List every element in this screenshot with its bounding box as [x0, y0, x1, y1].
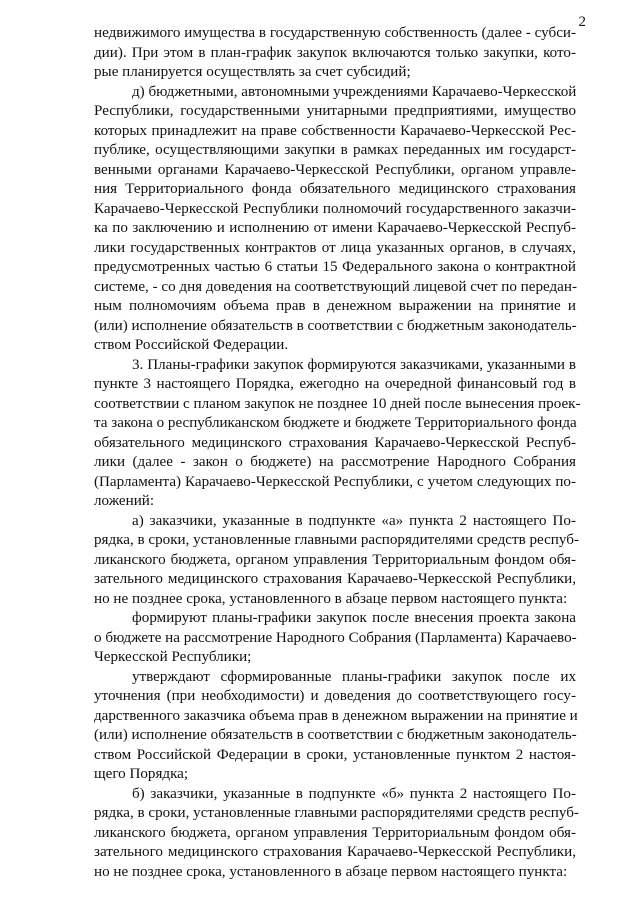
text-line: венными органами Карачаево-Черкесской Республики, органом управле- — [94, 161, 576, 178]
text-line: та закона о республиканском бюджете и бюджете Территориального фонда — [94, 415, 577, 431]
text-line: а) заказчики, указанные в подпункте «а» пункта 2 настоящего По- — [132, 512, 576, 529]
text-line: ния Территориального фонда обязательного медицинского страхования — [94, 181, 576, 197]
text-line: уточнения (при необходимости) и доведения до соответствующего госу- — [94, 688, 576, 704]
text-line: предусмотренных частью 6 статьи 15 Федерального закона о контрактной — [94, 259, 576, 275]
text-line: лики государственных контрактов от лица указанных органов, в случаях, — [94, 239, 576, 256]
text-line: щего Порядка; — [94, 766, 189, 782]
text-line: рядка, в сроки, установленные главными распорядителями средств респуб- — [94, 532, 579, 548]
text-line: зательного медицинского страхования Карачаево-Черкесской Республики, — [94, 571, 576, 587]
text-line: дарственного заказчика объема прав в денежном выражении на принятие и — [94, 707, 578, 724]
text-line: ка по заключению и исполнению от имени Карачаево-Черкесской Респуб- — [94, 220, 576, 236]
text-line: недвижимого имущества в государственную собственность (далее - субси- — [94, 25, 576, 41]
text-line: ликанского бюджета, органом управления Территориальным фондом обя- — [94, 824, 576, 841]
text-line: 3. Планы-графики закупок формируются заказчиками, указанными в — [132, 356, 576, 373]
text-line: обязательного медицинского страхования Карачаево-Черкесской Респуб- — [94, 434, 576, 451]
text-line: зательного медицинского страхования Карачаево-Черкесской Республики, — [94, 844, 576, 860]
text-line: формируют планы-графики закупок после внесения проекта закона — [132, 610, 576, 626]
text-line: утверждают сформированные планы-графики закупок после их — [132, 668, 576, 685]
text-line: но не позднее срока, установленного в абзаце первом настоящего пункта: — [94, 590, 568, 607]
text-line: которых принадлежит на праве собственности Карачаево-Черкесской Рес- — [94, 122, 576, 139]
text-line: Карачаево-Черкесской Республики полномочий государственного заказчи- — [94, 200, 576, 217]
text-line: (или) исполнение обязательств в соответствии с бюджетным законодатель- — [94, 317, 577, 334]
text-line: дии). При этом в план-график закупок включаются только закупки, кото- — [94, 44, 576, 61]
text-line: о бюджете на рассмотрение Народного Собрания (Парламента) Карачаево- — [94, 629, 577, 646]
text-line: Черкесской Республики; — [94, 649, 252, 665]
text-line: публике, осуществляющими закупки в рамках переданных им государст- — [94, 142, 576, 158]
text-line: ством Российской Федерации в сроки, установленные пунктом 2 настоя- — [94, 746, 576, 763]
text-line: системе, - со дня доведения на соответствующий лицевой счет по передан- — [94, 278, 577, 295]
text-line: соответствии с планом закупок не позднее 10 дней после вынесения проек- — [94, 395, 581, 412]
text-line: ложений: — [94, 493, 155, 509]
text-line: д) бюджетными, автономными учреждениями Карачаево-Черкесской — [132, 83, 577, 100]
text-line: ством Российской Федерации. — [94, 337, 289, 353]
text-line: лики (далее - закон о бюджете) на рассмотрение Народного Собрания — [94, 454, 576, 470]
text-line: но не позднее срока, установленного в абзаце первом настоящего пункта: — [94, 863, 568, 880]
text-line: рые планируется осуществлять за счет субсидий; — [94, 64, 411, 80]
text-line: пункте 3 настоящего Порядка, ежегодно на очередной финансовый год в — [94, 376, 576, 392]
text-line: ным полномочиям объема прав в денежном выражении на принятие и — [94, 298, 576, 314]
text-line: рядка, в сроки, установленные главными распорядителями средств респуб- — [94, 805, 579, 821]
text-line: (Парламента) Карачаево-Черкесской Республики, с учетом следующих по- — [94, 473, 576, 490]
page-number: 2 — [578, 14, 586, 30]
text-line: б) заказчики, указанные в подпункте «б» пункта 2 настоящего По- — [132, 785, 576, 802]
document-body — [94, 24, 581, 882]
text-line: ликанского бюджета, органом управления Территориальным фондом обя- — [94, 551, 576, 568]
text-line: Республики, государственными унитарными предприятиями, имущество — [94, 103, 576, 119]
text-line: (или) исполнение обязательств в соответствии с бюджетным законодатель- — [94, 727, 577, 743]
